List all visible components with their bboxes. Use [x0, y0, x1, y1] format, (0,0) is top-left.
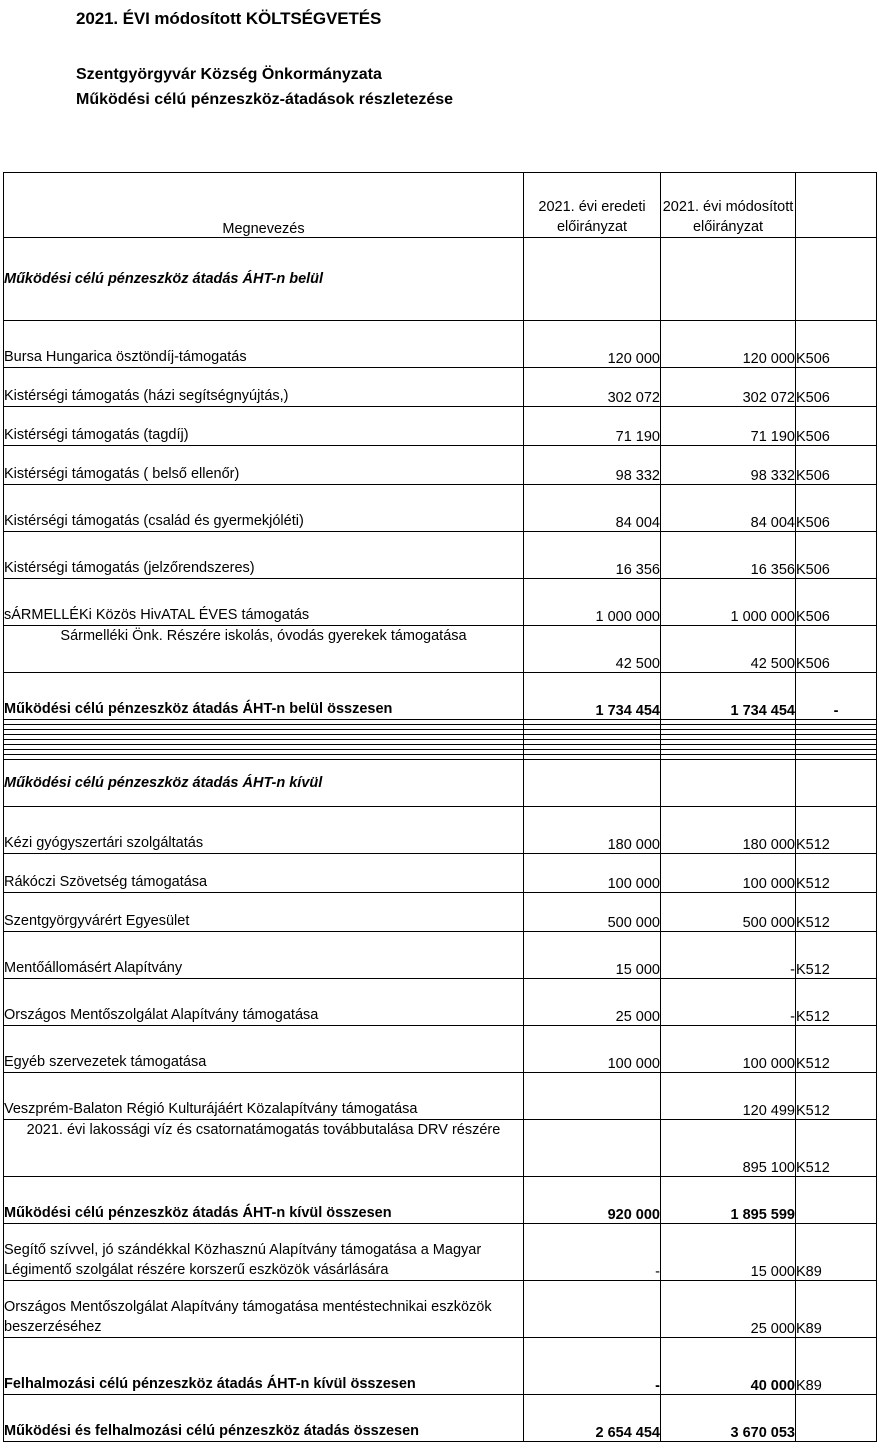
row-code: K506 — [796, 532, 877, 579]
table-row — [4, 1281, 877, 1338]
row-code: K512 — [796, 932, 877, 979]
row-modified-value: 500 000 — [661, 893, 796, 932]
row-code: K512 — [796, 1073, 877, 1120]
budget-table — [3, 172, 877, 1442]
row-modified-value: - — [661, 979, 796, 1026]
row-modified-value: 120 000 — [661, 321, 796, 368]
section-title-modified-blank — [661, 760, 796, 807]
column-header-code — [796, 173, 877, 238]
row-original-value: 302 072 — [524, 368, 661, 407]
row-code: K89 — [796, 1224, 877, 1281]
table-total-row — [4, 1177, 877, 1224]
row-original-value: 16 356 — [524, 532, 661, 579]
row-label: Országos Mentőszolgálat Alapítvány támogatása mentéstechnikai eszközök beszerzéséhez — [4, 1281, 524, 1338]
row-modified-value: 100 000 — [661, 854, 796, 893]
row-label: Kistérségi támogatás (jelzőrendszeres) — [4, 532, 524, 579]
row-label: Rákóczi Szövetség támogatása — [4, 854, 524, 893]
row-label: Kistérségi támogatás (tagdíj) — [4, 407, 524, 446]
grand-total-label: Működési és felhalmozási célú pénzeszköz átadás összesen — [4, 1395, 524, 1442]
table-row — [4, 579, 877, 626]
row-label: Szentgyörgyvárért Egyesület — [4, 893, 524, 932]
row-label: Bursa Hungarica ösztöndíj-támogatás — [4, 321, 524, 368]
section-title-code-blank — [796, 760, 877, 807]
section-title-row-aht-kivul — [4, 760, 877, 807]
budget-table-body — [4, 173, 877, 1442]
total-modified-value: 1 734 454 — [661, 673, 796, 720]
table-row — [4, 1224, 877, 1281]
row-modified-value: 42 500 — [661, 626, 796, 673]
row-label: Egyéb szervezetek támogatása — [4, 1026, 524, 1073]
section-title-aht-belul: Működési célú pénzeszköz átadás ÁHT-n belül — [4, 238, 524, 321]
table-row — [4, 893, 877, 932]
table-row — [4, 1073, 877, 1120]
row-original-value — [524, 1281, 661, 1338]
grand-total-modified-value: 3 670 053 — [661, 1395, 796, 1442]
row-original-value: 71 190 — [524, 407, 661, 446]
table-row — [4, 368, 877, 407]
row-modified-value: 84 004 — [661, 485, 796, 532]
row-code: K512 — [796, 807, 877, 854]
row-label: Kistérségi támogatás ( belső ellenőr) — [4, 446, 524, 485]
row-original-value: 84 004 — [524, 485, 661, 532]
row-label: Mentőállomásért Alapítvány — [4, 932, 524, 979]
row-modified-value: 895 100 — [661, 1120, 796, 1177]
row-label: sÁRMELLÉKi Közös HivATAL ÉVES támogatás — [4, 579, 524, 626]
table-row — [4, 446, 877, 485]
row-code: K89 — [796, 1281, 877, 1338]
table-row — [4, 1120, 877, 1177]
row-label: Kézi gyógyszertári szolgáltatás — [4, 807, 524, 854]
table-row — [4, 807, 877, 854]
section-title-aht-kivul: Működési célú pénzeszköz átadás ÁHT-n kívül — [4, 760, 524, 807]
row-code: K506 — [796, 485, 877, 532]
row-modified-value: 100 000 — [661, 1026, 796, 1073]
row-code: K506 — [796, 368, 877, 407]
row-code: K506 — [796, 321, 877, 368]
row-label: 2021. évi lakossági víz és csatornatámogatás továbbutalása DRV részére — [4, 1120, 524, 1177]
grand-total-code — [796, 1395, 877, 1442]
row-modified-value: 71 190 — [661, 407, 796, 446]
row-modified-value: 15 000 — [661, 1224, 796, 1281]
row-original-value: 42 500 — [524, 626, 661, 673]
row-modified-value: 25 000 — [661, 1281, 796, 1338]
column-header-modified: 2021. évi módosított előirányzat — [661, 173, 796, 238]
row-code: K512 — [796, 854, 877, 893]
row-original-value — [524, 1073, 661, 1120]
total-code: K89 — [796, 1338, 877, 1395]
row-original-value: 100 000 — [524, 854, 661, 893]
table-row — [4, 321, 877, 368]
row-label: Segítő szívvel, jó szándékkal Közhasznú Alapítvány támogatása a Magyar Légimentő szolgálat részére korszerű eszközök vásárlására — [4, 1224, 524, 1281]
total-label-aht-kivul: Működési célú pénzeszköz átadás ÁHT-n kívül összesen — [4, 1177, 524, 1224]
row-modified-value: 302 072 — [661, 368, 796, 407]
grand-total-original-value: 2 654 454 — [524, 1395, 661, 1442]
document-titles — [0, 0, 879, 112]
column-header-original: 2021. évi eredeti előirányzat — [524, 173, 661, 238]
table-row — [4, 407, 877, 446]
table-row — [4, 932, 877, 979]
row-original-value: 1 000 000 — [524, 579, 661, 626]
row-code: K512 — [796, 893, 877, 932]
column-header-name: Megnevezés — [4, 173, 524, 238]
total-modified-value: 40 000 — [661, 1338, 796, 1395]
row-original-value: 100 000 — [524, 1026, 661, 1073]
table-total-row — [4, 673, 877, 720]
table-row — [4, 485, 877, 532]
section-title-row-aht-belul — [4, 238, 877, 321]
row-label: Országos Mentőszolgálat Alapítvány támogatása — [4, 979, 524, 1026]
row-label: Veszprém-Balaton Régió Kulturájáért Közalapítvány támogatása — [4, 1073, 524, 1120]
total-code: - — [796, 673, 877, 720]
row-modified-value: 1 000 000 — [661, 579, 796, 626]
table-grand-total-row — [4, 1395, 877, 1442]
row-original-value — [524, 1120, 661, 1177]
document-subtitles — [0, 62, 879, 112]
section-title-original-blank — [524, 238, 661, 321]
row-code: K506 — [796, 579, 877, 626]
municipality-name: Szentgyörgyvár Község Önkormányzata — [76, 66, 382, 83]
row-code: K512 — [796, 979, 877, 1026]
row-code: K506 — [796, 626, 877, 673]
table-header-row — [4, 173, 877, 238]
row-modified-value: 16 356 — [661, 532, 796, 579]
total-label-felhalmozasi: Felhalmozási célú pénzeszköz átadás ÁHT-n kívül összesen — [4, 1338, 524, 1395]
row-modified-value: 98 332 — [661, 446, 796, 485]
row-modified-value: - — [661, 932, 796, 979]
row-original-value: - — [524, 1224, 661, 1281]
page-title: 2021. ÉVI módosított KÖLTSÉGVETÉS — [76, 9, 382, 28]
table-row — [4, 626, 877, 673]
row-label: Kistérségi támogatás (család és gyermekjóléti) — [4, 485, 524, 532]
row-code: K512 — [796, 1120, 877, 1177]
section-title-modified-blank — [661, 238, 796, 321]
document-subject: Működési célú pénzeszköz-átadások részletezése — [76, 91, 454, 108]
total-modified-value: 1 895 599 — [661, 1177, 796, 1224]
section-title-original-blank — [524, 760, 661, 807]
total-code — [796, 1177, 877, 1224]
budget-table-container — [3, 172, 876, 1442]
row-code: K506 — [796, 446, 877, 485]
total-original-value: 920 000 — [524, 1177, 661, 1224]
row-modified-value: 180 000 — [661, 807, 796, 854]
row-label: Kistérségi támogatás (házi segítségnyújtás,) — [4, 368, 524, 407]
row-original-value: 120 000 — [524, 321, 661, 368]
total-original-value: - — [524, 1338, 661, 1395]
row-original-value: 98 332 — [524, 446, 661, 485]
table-row — [4, 1026, 877, 1073]
table-total-row — [4, 1338, 877, 1395]
row-label: Sármelléki Önk. Részére iskolás, óvodás gyerekek támogatása — [4, 626, 524, 673]
table-row — [4, 979, 877, 1026]
row-original-value: 25 000 — [524, 979, 661, 1026]
section-title-code-blank — [796, 238, 877, 321]
table-row — [4, 532, 877, 579]
total-original-value: 1 734 454 — [524, 673, 661, 720]
row-modified-value: 120 499 — [661, 1073, 796, 1120]
row-original-value: 180 000 — [524, 807, 661, 854]
total-label-aht-belul: Működési célú pénzeszköz átadás ÁHT-n belül összesen — [4, 673, 524, 720]
table-row — [4, 854, 877, 893]
row-code: K512 — [796, 1026, 877, 1073]
row-original-value: 500 000 — [524, 893, 661, 932]
row-original-value: 15 000 — [524, 932, 661, 979]
row-code: K506 — [796, 407, 877, 446]
